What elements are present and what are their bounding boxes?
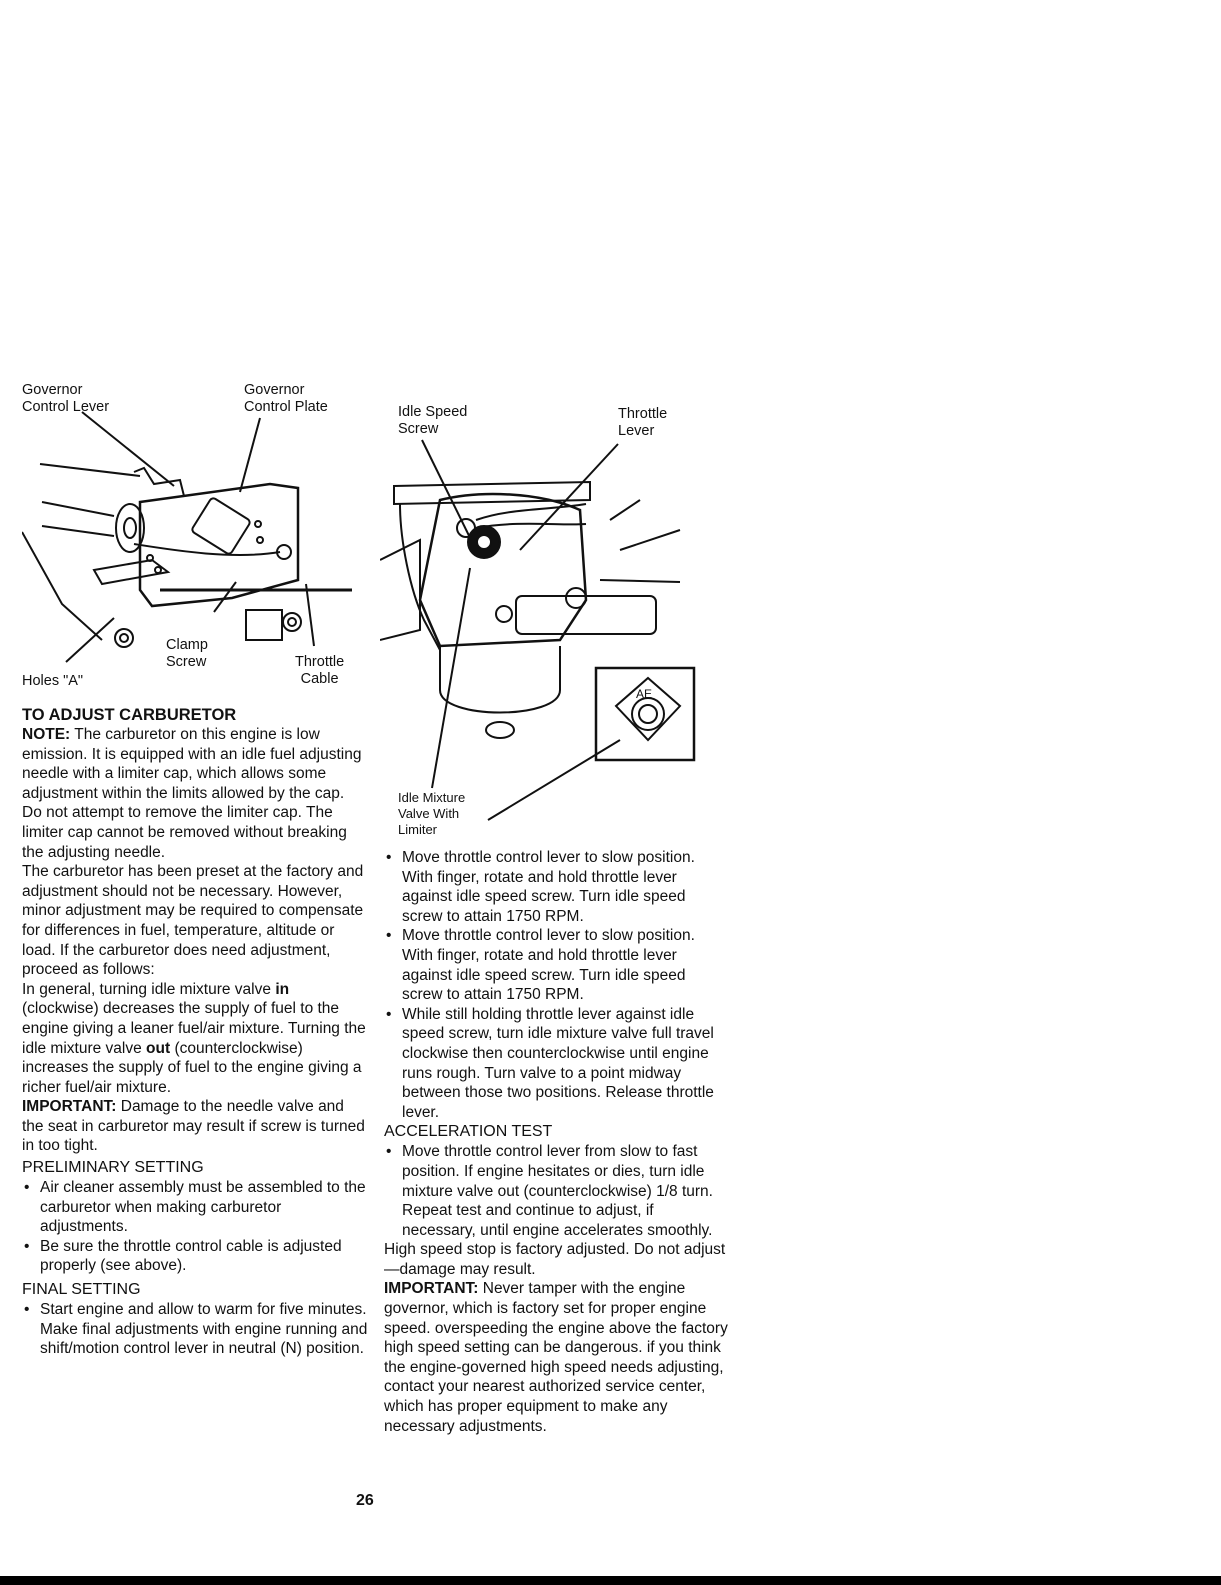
limiter-cap-mark: AE	[636, 687, 653, 701]
idle-mixture-valve-label: Idle Mixture Valve With Limiter	[398, 790, 466, 837]
mixture-text-a: In general, turning idle mixture valve	[22, 980, 276, 998]
list-item: • Move throttle control lever to slow position. With finger, rotate and hold throttle lever against idle speed screw. Turn idle speed screw to attain 1750 RPM.	[384, 926, 730, 1004]
acceleration-list	[384, 1142, 730, 1240]
list-item: • Air cleaner assembly must be assembled to the carburetor when making carburetor adjustments.	[22, 1178, 368, 1237]
acceleration-test-heading: ACCELERATION TEST	[384, 1123, 553, 1141]
list-item: • Move throttle control lever from slow to fast position. If engine hesitates or dies, turn idle mixture valve out (counterclockwise) 1/8 turn. Repeat test and continue to adjust, if necessary, until engine accelerates smoothly.	[384, 1142, 730, 1240]
scan-edge-bar	[0, 1576, 1221, 1585]
governor-important-paragraph	[384, 1279, 730, 1436]
list-item: • Start engine and allow to warm for five minutes. Make final adjustments with engine running and shift/motion control lever in neutral (N) position.	[22, 1300, 368, 1359]
important-paragraph	[22, 1097, 368, 1156]
high-speed-paragraph: High speed stop is factory adjusted. Do not adjust—damage may result.	[384, 1241, 726, 1278]
preset-paragraph: The carburetor has been preset at the factory and adjustment should not be necessary. However, minor adjustment may be required to compensate for differences in fuel, temperature, altitude or load. If the carburetor does need adjustment, proceed as follows:	[22, 863, 364, 979]
carburetor-illustration	[380, 400, 710, 840]
preliminary-list	[22, 1178, 368, 1276]
important-text: Damage to the needle valve and the seat in carburetor may result if screw is turned in too tight.	[22, 1098, 365, 1155]
mixture-paragraph	[22, 980, 368, 1098]
idle-speed-screw-label: Idle Speed Screw	[398, 404, 468, 437]
list-item: • Move throttle control lever to slow position. With finger, rotate and hold throttle lever against idle speed screw. Turn idle speed screw to attain 1750 RPM.	[384, 848, 730, 926]
throttle-cable-label: Throttle Cable	[295, 654, 345, 687]
note-label: NOTE:	[22, 726, 71, 743]
preliminary-setting-heading: PRELIMINARY SETTING	[22, 1159, 204, 1177]
page-number: 26	[356, 1492, 374, 1509]
final-list	[22, 1300, 368, 1359]
mixture-out: out	[146, 1039, 171, 1057]
note-paragraph	[22, 725, 368, 862]
important-label: IMPORTANT:	[22, 1098, 117, 1116]
adjustment-steps-list	[384, 848, 730, 1122]
final-setting-heading: FINAL SETTING	[22, 1281, 141, 1299]
right-column	[384, 848, 730, 1436]
important-text: Never tamper with the engine governor, which is factory set for proper engine speed. overspeeding the engine above the factory high speed setting can be dangerous. if you think the engine-governed high speed needs adjusting, contact your nearest authorized service center, which has proper equipment to make any necessary adjustments.	[384, 1280, 728, 1435]
left-column	[22, 705, 368, 1359]
clamp-screw-label: Clamp Screw	[166, 637, 208, 670]
note-text: The carburetor on this engine is low emission. It is equipped with an idle fuel adjusting needle with a limiter cap, which allows some adjustment within the limits allowed by the cap. Do not attempt to remove the limiter cap. The limiter cap cannot be removed without breaking the adjusting needle.	[22, 726, 362, 861]
section-title: TO ADJUST CARBURETOR	[22, 706, 237, 724]
list-item: • While still holding throttle lever against idle speed screw, turn idle mixture valve full travel clockwise then counterclockwise until engine runs rough. Turn valve to a point midway between those two positions. Release throttle lever.	[384, 1005, 730, 1123]
carburetor-figure	[380, 400, 710, 840]
governor-control-plate-label: Governor Control Plate	[244, 382, 328, 415]
important-label: IMPORTANT:	[384, 1280, 479, 1298]
holes-a-label: Holes "A"	[22, 673, 84, 689]
throttle-lever-label: Throttle Lever	[618, 406, 668, 439]
list-item: • Be sure the throttle control cable is adjusted properly (see above).	[22, 1237, 368, 1276]
mixture-text-c: (counterclockwise) increases the supply of fuel to the engine giving a richer fuel/air mixture.	[22, 1039, 362, 1096]
mixture-in: in	[275, 980, 290, 998]
mixture-text-b: (clockwise) decreases the supply of fuel to the engine giving a leaner fuel/air mixture. Turning the idle mixture valve	[22, 1000, 366, 1057]
governor-control-lever-label: Governor Control Lever	[22, 382, 110, 415]
